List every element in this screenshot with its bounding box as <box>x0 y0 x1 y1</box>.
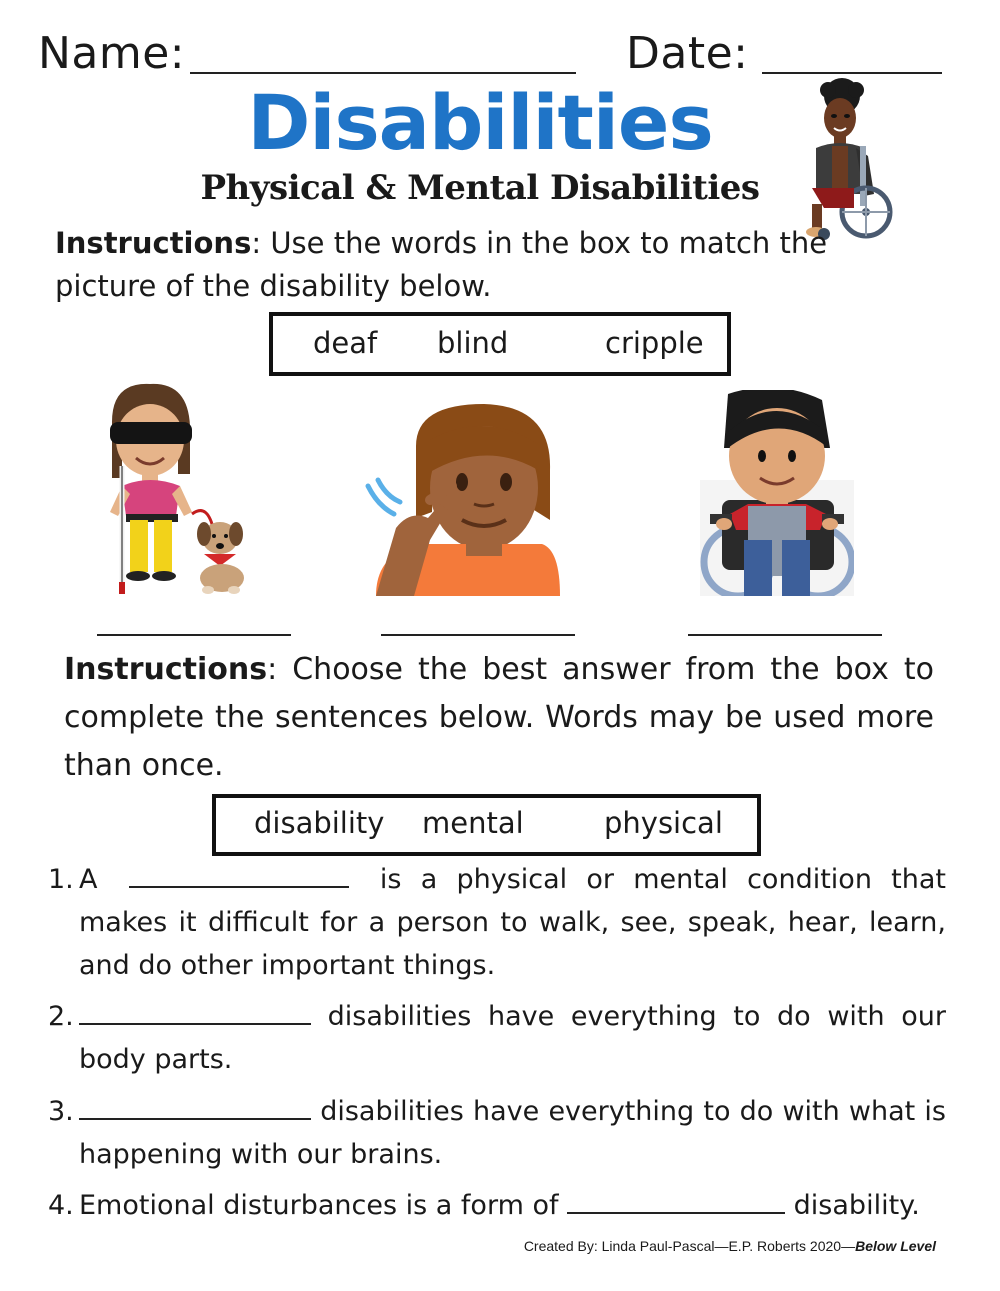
boy-in-wheelchair-icon <box>700 390 854 596</box>
instructions-1 <box>55 222 855 308</box>
question-text <box>79 995 946 1081</box>
name-label: Name: <box>38 28 186 79</box>
question-answer-blank[interactable] <box>79 997 311 1025</box>
date-label: Date: <box>626 28 749 79</box>
question-pre: A <box>79 864 98 895</box>
picture-answer-blank[interactable] <box>97 634 291 636</box>
word-bank-1 <box>269 312 731 376</box>
question-text <box>79 1184 946 1227</box>
date-blank[interactable] <box>762 72 942 74</box>
question-item <box>48 1184 946 1227</box>
page-subtitle: Physical & Mental Disabilities <box>200 168 760 208</box>
question-text <box>79 1090 946 1176</box>
picture-answer-blank[interactable] <box>381 634 575 636</box>
deaf-person-pointing-to-ear-icon <box>356 400 562 596</box>
question-text <box>79 858 946 987</box>
instructions-2-heading: Instructions <box>64 652 268 687</box>
word-bank-2 <box>212 794 761 856</box>
question-post: disabilities have everything to do with our body parts. <box>79 1001 946 1075</box>
credit-text: Created By: Linda Paul-Pascal—E.P. Roberts 2020— <box>523 1238 856 1254</box>
question-answer-blank[interactable] <box>129 860 349 888</box>
question-item <box>48 858 946 987</box>
question-item <box>48 995 946 1081</box>
question-answer-blank[interactable] <box>79 1092 311 1120</box>
question-number: 4. <box>48 1190 74 1221</box>
footer-credit <box>524 1238 936 1254</box>
word-bank-2-item: physical <box>604 806 723 840</box>
word-bank-1-item: deaf <box>313 326 378 360</box>
question-number: 2. <box>48 1001 74 1032</box>
name-blank[interactable] <box>190 72 576 74</box>
question-post: is a physical or mental condition that makes it difficult for a person to walk, see, speak, hear, learn, and do other important things. <box>79 864 946 981</box>
picture-answer-blank[interactable] <box>688 634 882 636</box>
question-post: disability. <box>793 1190 920 1221</box>
word-bank-1-item: cripple <box>605 326 704 360</box>
question-post: disabilities have everything to do with what is happening with our brains. <box>79 1096 946 1170</box>
word-bank-2-item: mental <box>422 806 524 840</box>
question-pre: Emotional disturbances is a form of <box>79 1190 559 1221</box>
instructions-1-text: : Use the words in the box to match the picture of the disability below. <box>55 226 828 303</box>
question-number: 3. <box>48 1096 74 1127</box>
blind-girl-with-guide-dog-icon <box>92 382 250 596</box>
question-number: 1. <box>48 864 74 895</box>
question-item <box>48 1090 946 1176</box>
word-bank-2-item: disability <box>254 806 385 840</box>
instructions-2-text: : Choose the best answer from the box to complete the sentences below. Words may be used more than once. <box>64 652 934 783</box>
question-answer-blank[interactable] <box>567 1186 785 1214</box>
woman-in-wheelchair-icon <box>794 76 894 242</box>
level-text: Below Level <box>855 1238 936 1254</box>
word-bank-1-item: blind <box>437 326 509 360</box>
question-list <box>48 858 946 1227</box>
instructions-1-heading: Instructions <box>55 226 252 260</box>
instructions-2 <box>64 646 934 790</box>
page-title: Disabilities <box>247 78 713 167</box>
